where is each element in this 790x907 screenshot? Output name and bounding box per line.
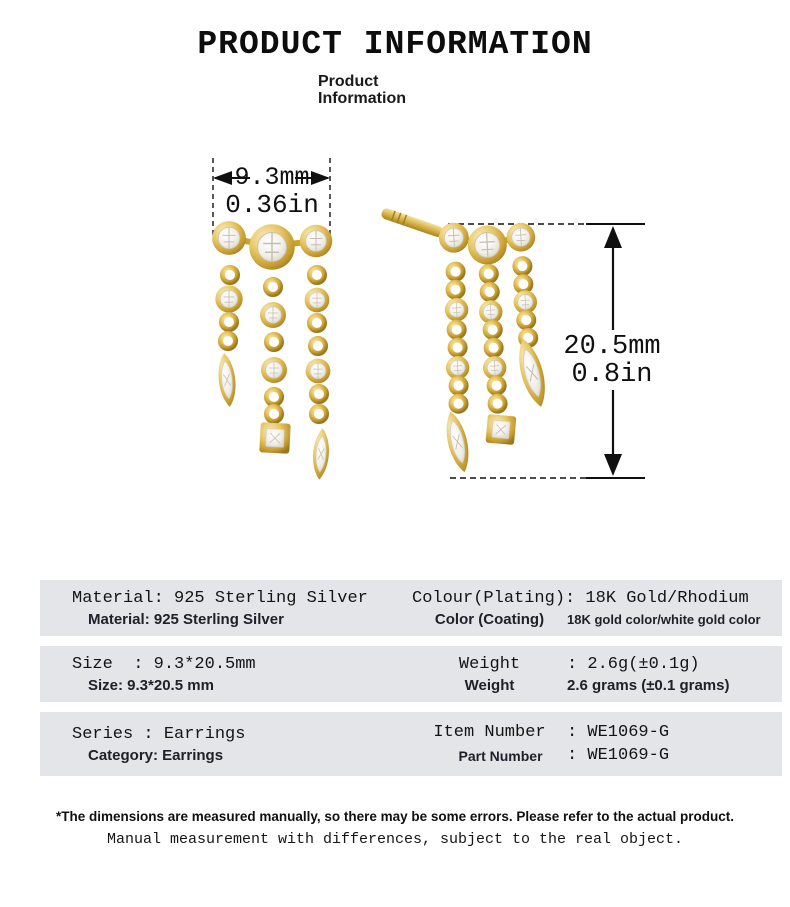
footer-notes — [0, 809, 790, 848]
size-secondary: Size: 9.3*20.5 mm — [88, 676, 214, 694]
specs-table — [0, 580, 790, 776]
weight-primary-label: Weight — [458, 654, 521, 674]
spec-row-material — [40, 580, 782, 636]
earring-front-view — [212, 221, 332, 480]
spec-row-size-weight — [40, 646, 782, 702]
series-secondary: Category: Earrings — [88, 746, 224, 764]
material-secondary: Material: 925 Sterling Silver — [88, 610, 284, 628]
color-primary: Colour(Plating): 18K Gold/Rhodium — [412, 588, 749, 608]
color-secondary-value: 18K gold color/white gold color — [567, 611, 761, 627]
item-number-value: : WE1069-G — [567, 723, 670, 742]
weight-primary-value: : 2.6g(±0.1g) — [567, 654, 700, 674]
page-title: PRODUCT INFORMATION — [197, 26, 593, 63]
subtitle-line-2: Information — [318, 90, 406, 107]
width-in-label: 0.36in — [225, 190, 319, 220]
width-mm-label: 9.3mm — [234, 163, 310, 192]
color-secondary-label: Color (Coating) — [434, 610, 545, 628]
arrow-down-icon — [604, 454, 622, 476]
arrow-left-icon — [213, 171, 232, 185]
weight-secondary-label: Weight — [464, 676, 515, 694]
material-primary: Material: 925 Sterling Silver — [72, 588, 368, 608]
page-subtitle — [318, 73, 790, 107]
height-mm-label: 20.5mm — [563, 332, 661, 362]
arrow-right-icon — [311, 171, 330, 185]
series-primary: Series : Earrings — [72, 724, 246, 744]
size-primary: Size : 9.3*20.5mm — [72, 654, 256, 674]
product-photo — [0, 120, 790, 545]
subtitle-line-1: Product — [318, 73, 379, 90]
part-number-value: : WE1069-G — [567, 746, 670, 765]
height-in-label: 0.8in — [571, 360, 653, 390]
stud-post — [380, 207, 444, 238]
arrow-up-icon — [604, 226, 622, 248]
item-number-label: Item Number — [433, 723, 546, 742]
part-number-label: Part Number — [458, 747, 543, 764]
measurement-note-primary: *The dimensions are measured manually, so there may be some errors. Please refer to the actual product. — [56, 809, 734, 824]
spec-row-series-item — [40, 712, 782, 776]
earring-side-view — [380, 199, 555, 478]
weight-secondary-value: 2.6 grams (±0.1 grams) — [567, 676, 730, 694]
measurement-note-secondary: Manual measurement with differences, subject to the real object. — [106, 831, 684, 848]
